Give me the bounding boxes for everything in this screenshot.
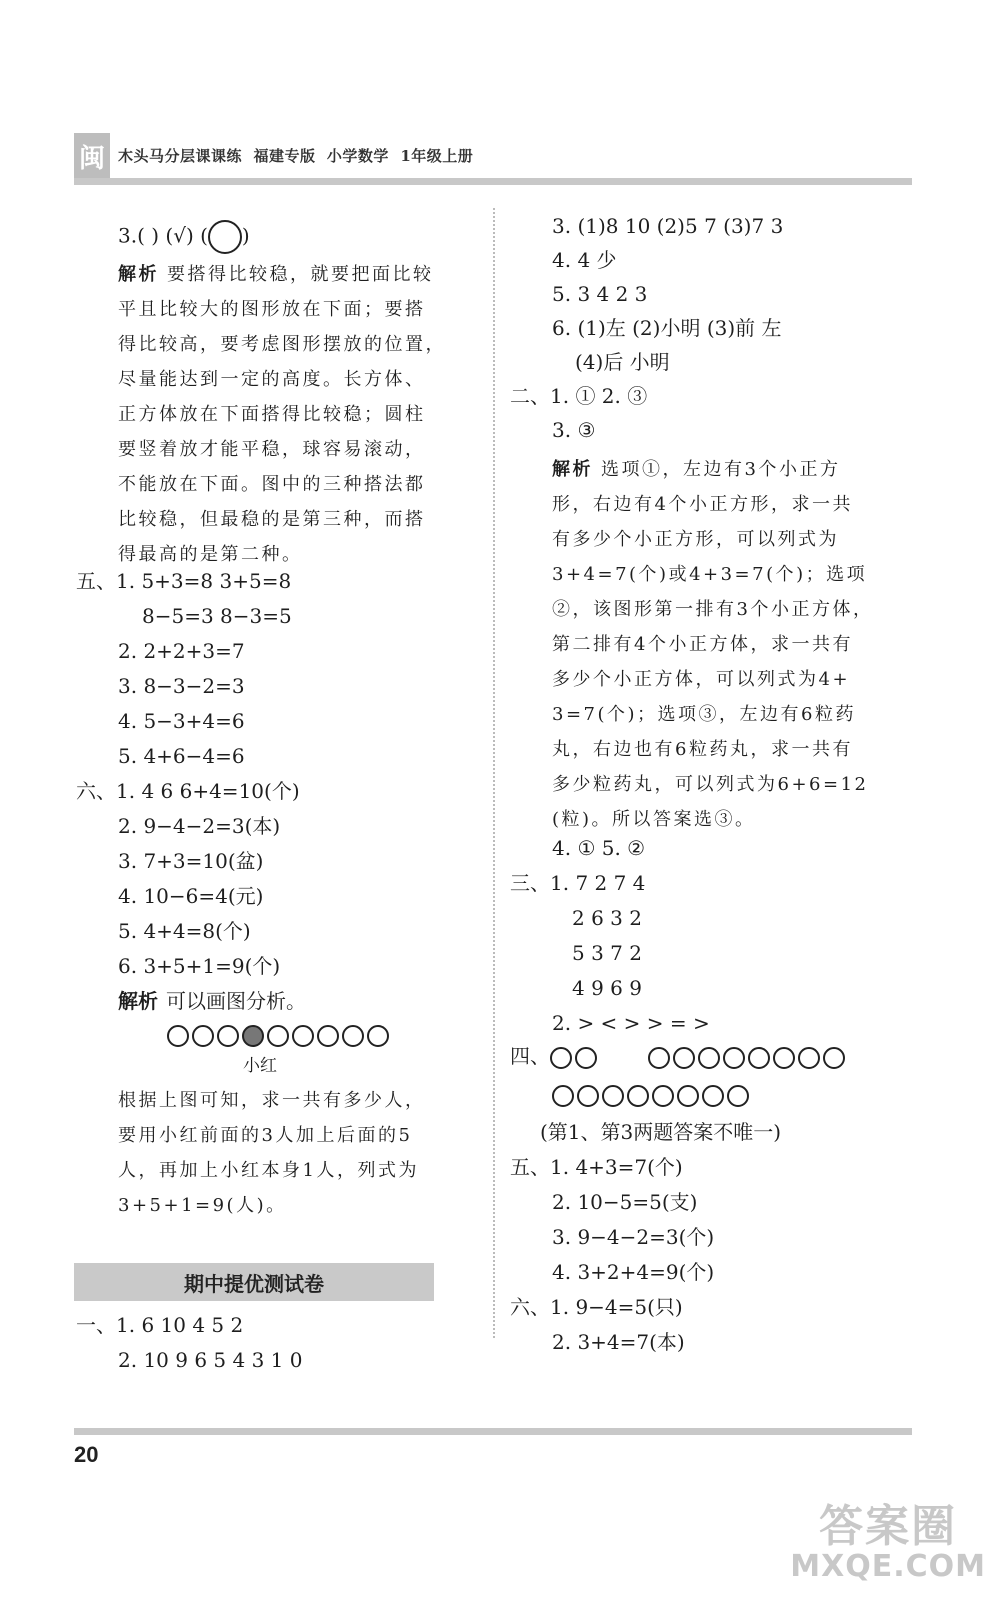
- circle-icon: [575, 1047, 597, 1069]
- answer-line: 4. 4 少: [552, 248, 617, 272]
- answer-line: 6. (1)左 (2)小明 (3)前 左: [552, 316, 782, 340]
- circle-icon: [367, 1025, 389, 1047]
- circle-icon: [550, 1047, 572, 1069]
- answer-line: 4. 10−6=4(元): [118, 884, 264, 908]
- answer-line: 2. 3+4=7(本): [552, 1330, 685, 1354]
- circle-icon: [627, 1085, 649, 1107]
- section-banner: 期中提优测试卷: [74, 1263, 434, 1301]
- answer-line: 5 3 7 2: [572, 941, 642, 965]
- circle-icon: [673, 1047, 695, 1069]
- circle-icon: [823, 1047, 845, 1069]
- answer-line: 4. 3+2+4=9(个): [552, 1260, 715, 1284]
- answer-line: 6. 3+5+1=9(个): [118, 954, 281, 978]
- circle-icon: [192, 1025, 214, 1047]
- column-divider: [493, 208, 495, 1338]
- analysis-label: 解析: [552, 459, 593, 480]
- answer-line: 5. 3 4 2 3: [552, 282, 648, 306]
- answer-line: 六、1. 4 6 6+4=10(个): [76, 779, 300, 803]
- answer-line: 2. 10 9 6 5 4 3 1 0: [118, 1348, 303, 1372]
- circle-icon: [698, 1047, 720, 1069]
- circle-icon: [723, 1047, 745, 1069]
- circle-icon: [748, 1047, 770, 1069]
- analysis-block-1: 解析 要搭得比较稳，就要把面比较 平且比较大的图形放在下面；要搭 得比较高，要考虑图形摆放的位置， 尽量能达到一定的高度。长方体、 正方体放在下面搭得比较稳；圆柱 要竖着放才能平稳，球容易滚动， 不能放在下面。图中的三种搭法都 比较稳，但最稳的是第三种，而搭 得最高的是第二种。: [118, 264, 446, 565]
- answer-line: 3. (1)8 10 (2)5 7 (3)7 3: [552, 214, 784, 238]
- answer-line: 五、1. 5+3=8 3+5=8: [76, 569, 292, 593]
- answer-line: 2. 2+2+3=7: [118, 639, 245, 663]
- watermark-logo: 答案圈 MXQE.COM: [790, 1501, 986, 1584]
- header-rule: [74, 178, 912, 185]
- circle-answer-row-2: [552, 1084, 752, 1107]
- circle-icon: [798, 1047, 820, 1069]
- xiaohong-label: 小红: [243, 1056, 277, 1076]
- analysis-block-3: 解析 选项①，左边有3个小正方 形，右边有4个小正方形，求一共 有多少个小正方形，可以列式为 3+4=7(个)或4+3=7(个)；选项 ②，该图形第一排有3个小正方体， 第二排有4个小正方体，求一共有 多少个小正方体，可以列式为4+ 3=7(个)；选项③，左边有6粒药 丸，右边也有6粒药丸，求一共有 多少粒药丸，可以列式为6+6=12 (粒)。所以答案选③。: [552, 459, 874, 830]
- answer-line: 8−5=3 8−3=5: [142, 604, 292, 628]
- circle-icon: [648, 1047, 670, 1069]
- circle-icon: [577, 1085, 599, 1107]
- answer-line: 4 9 6 9: [572, 976, 642, 1000]
- answer-line: 一、1. 6 10 4 5 2: [76, 1313, 244, 1337]
- answer-line: 3. ③: [552, 418, 596, 442]
- answer-line: 4. ① 5. ②: [552, 836, 646, 860]
- answer-line: 2 6 3 2: [572, 906, 642, 930]
- analysis-paragraph: 根据上图可知，求一共有多少人， 要用小红前面的3人加上后面的5 人，再加上小红本身1人，列式为 3+5+1=9(人)。: [118, 1090, 426, 1216]
- circle-icon: [652, 1085, 674, 1107]
- footer-rule: [74, 1428, 912, 1435]
- circle-icon: [677, 1085, 699, 1107]
- analysis-label: 解析: [118, 989, 158, 1013]
- answer-line: (4)后 小明: [575, 350, 670, 374]
- analysis-label: 解析: [118, 264, 159, 285]
- page-number: 20: [74, 1442, 99, 1467]
- note-line: (第1、第3两题答案不唯一): [540, 1120, 782, 1144]
- header-title: 木头马分层课课练 福建专版 小学数学 1年级上册: [118, 147, 474, 165]
- answer-line: 4. 5−3+4=6: [118, 709, 245, 733]
- answer-line: 2. > < > > = >: [552, 1011, 710, 1035]
- answer-line: 3. 7+3=10(盆): [118, 849, 264, 873]
- answer-line: 3.( ) (√) ( ): [118, 220, 250, 254]
- circle-icon: [292, 1025, 314, 1047]
- answer-line: 2. 9−4−2=3(本): [118, 814, 281, 838]
- circle-icon: [702, 1085, 724, 1107]
- answer-line: 五、1. 4+3=7(个): [510, 1155, 683, 1179]
- circle-icon: [167, 1025, 189, 1047]
- circle-icon: [552, 1085, 574, 1107]
- circle-answer-icon: [208, 220, 242, 254]
- answer-line: 3. 9−4−2=3(个): [552, 1225, 715, 1249]
- circle-answer-row-1: 四、: [510, 1046, 848, 1069]
- header-tag: 闽: [74, 133, 110, 179]
- circle-icon: [317, 1025, 339, 1047]
- answer-line: 5. 4+4=8(个): [118, 919, 251, 943]
- circle-icon: [773, 1047, 795, 1069]
- answer-line: 3. 8−3−2=3: [118, 674, 245, 698]
- answer-line: 2. 10−5=5(支): [552, 1190, 698, 1214]
- analysis-block-2: 解析 可以画图分析。: [118, 989, 306, 1013]
- answer-line: 二、1. ① 2. ③: [510, 384, 648, 408]
- circle-icon: [342, 1025, 364, 1047]
- circle-icon: [267, 1025, 289, 1047]
- answer-line: 六、1. 9−4=5(只): [510, 1295, 683, 1319]
- circle-icon: [727, 1085, 749, 1107]
- circle-diagram: [167, 1024, 392, 1047]
- filled-circle-icon: [242, 1025, 264, 1047]
- circle-icon: [602, 1085, 624, 1107]
- answer-line: 5. 4+6−4=6: [118, 744, 245, 768]
- answer-line: 三、1. 7 2 7 4: [510, 871, 646, 895]
- circle-icon: [217, 1025, 239, 1047]
